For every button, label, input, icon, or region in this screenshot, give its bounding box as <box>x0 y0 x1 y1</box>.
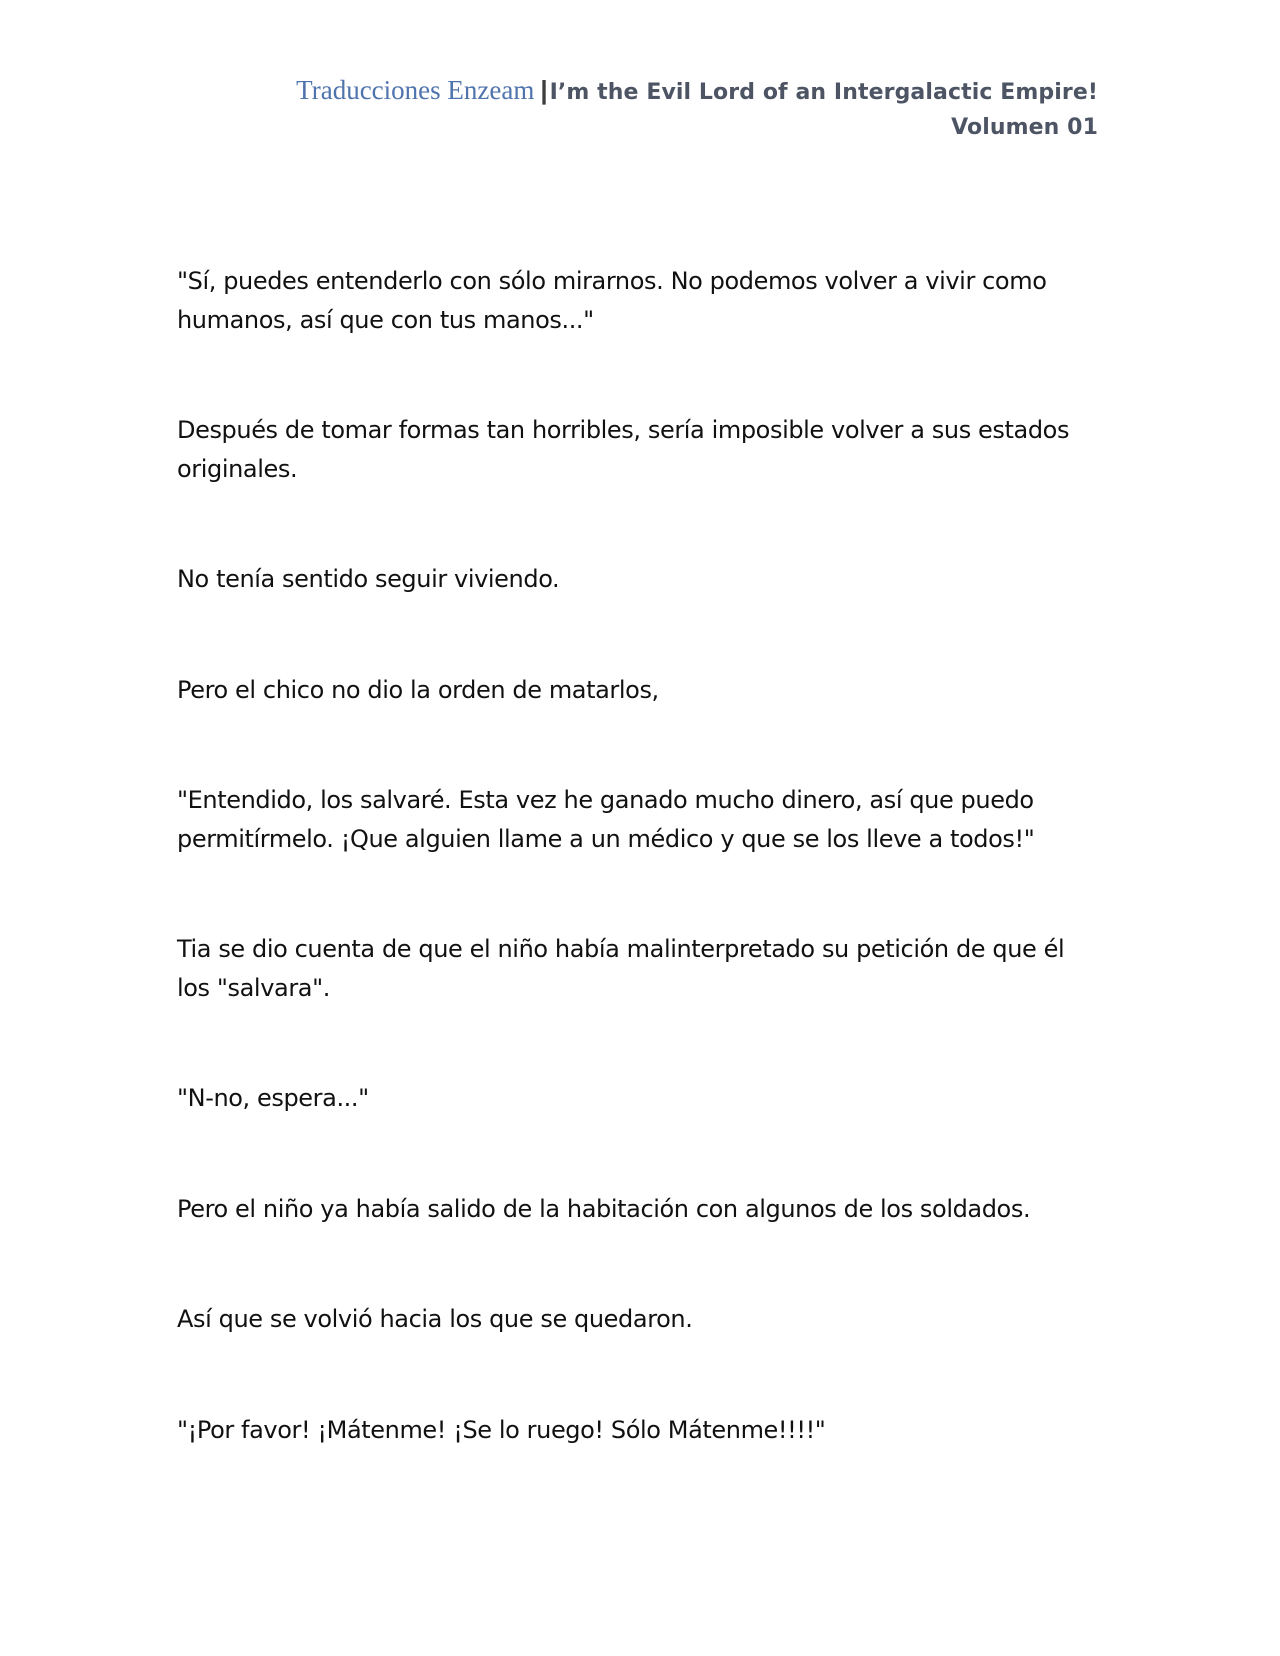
paragraph: No tenía sentido seguir viviendo. <box>177 565 560 593</box>
page-header <box>296 74 1098 146</box>
paragraph: "N-no, espera..." <box>177 1084 369 1112</box>
header-title-line <box>296 74 1098 111</box>
document-body <box>177 262 1097 1521</box>
paragraph: Pero el chico no dio la orden de matarlos, <box>177 675 659 704</box>
paragraph: Tia se dio cuenta de que el niño había malinterpretado su petición de que él los "salvara". <box>177 935 1065 1002</box>
header-separator: | <box>540 75 548 105</box>
paragraph: "Sí, puedes entenderlo con sólo mirarnos. No podemos volver a vivir como humanos, así que con tus manos..." <box>177 267 1047 334</box>
paragraph: Pero el niño ya había salido de la habitación con algunos de los soldados. <box>177 1194 1031 1223</box>
book-title: I’m the Evil Lord of an Intergalactic Empire! <box>549 80 1098 105</box>
paragraph: "¡Por favor! ¡Mátenme! ¡Se lo ruego! Sólo Mátenme!!!!" <box>177 1415 826 1444</box>
header-volume-line <box>296 111 1098 146</box>
translator-brand: Traducciones Enzeam <box>296 75 535 105</box>
paragraph: Así que se volvió hacia los que se quedaron. <box>177 1305 693 1333</box>
paragraph: "Entendido, los salvaré. Esta vez he ganado mucho dinero, así que puedo permitírmelo. ¡Que alguien llame a un médico y que se los lleve a todos!" <box>177 786 1035 853</box>
volume-label: Volumen 01 <box>951 115 1098 140</box>
paragraph: Después de tomar formas tan horribles, sería imposible volver a sus estados originales. <box>177 416 1070 483</box>
